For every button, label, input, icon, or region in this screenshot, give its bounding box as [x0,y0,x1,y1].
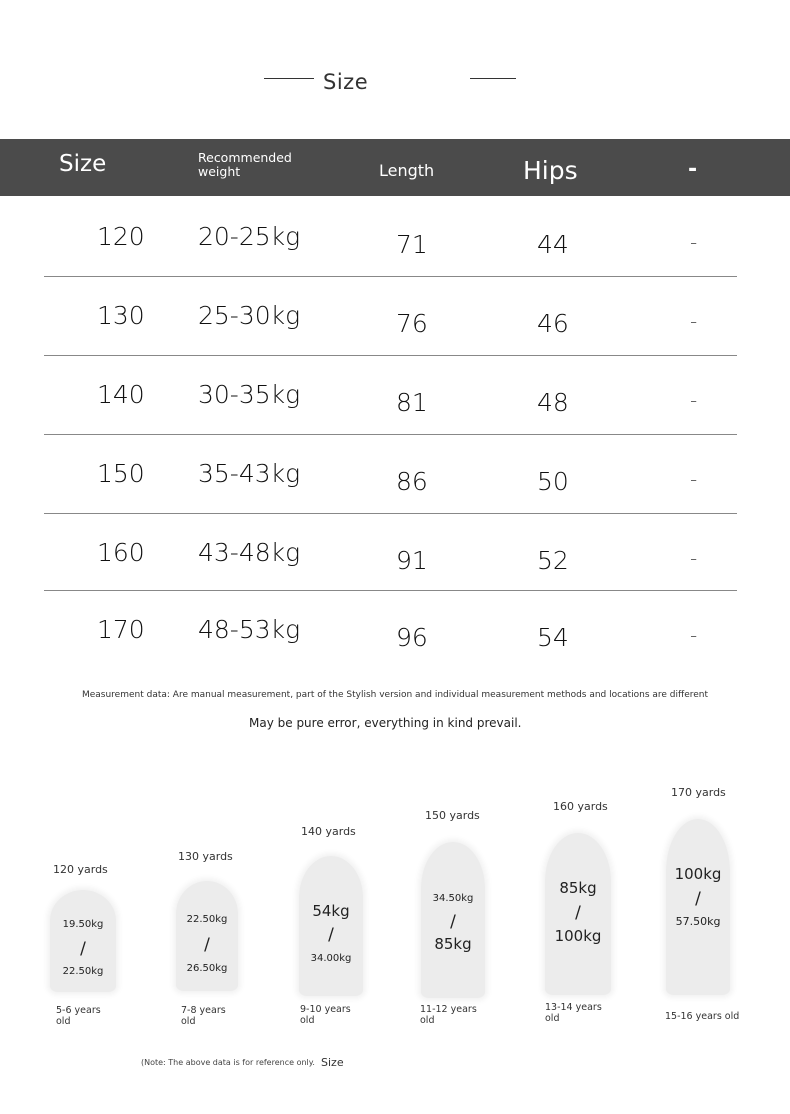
size-table-header [0,139,790,196]
cell-weight: 43-48kg [198,538,301,567]
card-top-value: 100kg [674,865,722,883]
cell-extra: - [690,309,698,333]
section-title [0,60,790,100]
card-bottom-value: 100kg [554,927,602,945]
table-row [0,435,790,514]
cell-weight: 20-25kg [198,222,301,251]
cell-weight: 30-35kg [198,380,301,409]
cell-hips: 48 [537,388,569,417]
card-bottom-value: 22.50kg [62,966,104,977]
cell-size: 150 [97,459,145,488]
title-divider-left [264,78,314,79]
cell-extra: - [690,623,698,647]
cell-size: 120 [97,222,145,251]
size-card [540,797,620,1031]
cell-hips: 54 [537,623,569,652]
header-hips: Hips [523,156,578,185]
card-slash: / [204,935,210,955]
cell-length: 76 [396,309,428,338]
cell-length: 81 [396,388,428,417]
error-note: May be pure error, everything in kind prevail. [249,716,522,730]
cell-hips: 50 [537,467,569,496]
cell-weight: 25-30kg [198,301,301,330]
cell-size: 140 [97,380,145,409]
size-card [662,783,742,1028]
cell-size: 130 [97,301,145,330]
table-row [0,514,790,591]
cell-size: 170 [97,615,145,644]
card-slash: / [695,889,701,909]
card-yards: 160 yards [553,800,608,813]
cell-length: 86 [396,467,428,496]
reference-note: (Note: The above data is for reference only. [141,1058,315,1067]
card-top-value: 22.50kg [186,914,228,925]
table-row [0,277,790,356]
cell-extra: - [690,388,698,412]
card-age: 7-8 years old [181,1005,226,1027]
card-bottom-value: 57.50kg [675,915,721,928]
cell-extra: - [690,230,698,254]
card-bottom-value: 85kg [434,935,472,953]
card-age: 13-14 years old [545,1002,602,1024]
title-divider-right [470,78,516,79]
cell-weight: 35-43kg [198,459,301,488]
card-top-value: 54kg [312,902,350,920]
cell-size: 160 [97,538,145,567]
size-card [172,847,252,1030]
header-extra: - [688,157,698,182]
size-card [294,822,374,1032]
card-age: 11-12 years old [420,1004,477,1026]
card-yards: 120 yards [53,863,108,876]
cell-extra: - [690,467,698,491]
card-bottom-value: 26.50kg [186,963,228,974]
card-slash: / [80,939,86,959]
cell-hips: 46 [537,309,569,338]
cell-length: 91 [396,546,428,575]
card-age: 5-6 years old [56,1005,101,1027]
table-row [0,356,790,435]
card-yards: 140 yards [301,825,356,838]
card-slash: / [575,903,581,923]
footer-size-label: Size [321,1056,344,1069]
card-top-value: 34.50kg [432,893,474,904]
card-yards: 130 yards [178,850,233,863]
cell-weight: 48-53kg [198,615,301,644]
card-yards: 150 yards [425,809,480,822]
card-age: 15-16 years old [665,1011,740,1022]
card-yards: 170 yards [671,786,726,799]
cell-hips: 44 [537,230,569,259]
cell-hips: 52 [537,546,569,575]
table-row [0,198,790,277]
size-card [416,806,496,1032]
header-weight: Recommended weight [198,150,292,179]
cell-length: 71 [396,230,428,259]
card-top-value: 19.50kg [62,919,104,930]
table-row [0,591,790,670]
card-slash: / [450,912,456,932]
page-title: Size [323,70,369,94]
card-slash: / [328,925,334,945]
cell-extra: - [690,546,698,570]
header-size: Size [59,151,107,177]
card-age: 9-10 years old [300,1004,351,1026]
cell-length: 96 [396,623,428,652]
measurement-note: Measurement data: Are manual measurement, part of the Stylish version and individual measurement methods and locations are different [81,690,709,700]
card-top-value: 85kg [559,879,597,897]
card-bottom-value: 34.00kg [310,953,352,964]
header-length: Length [379,161,435,180]
size-card [46,860,126,1030]
